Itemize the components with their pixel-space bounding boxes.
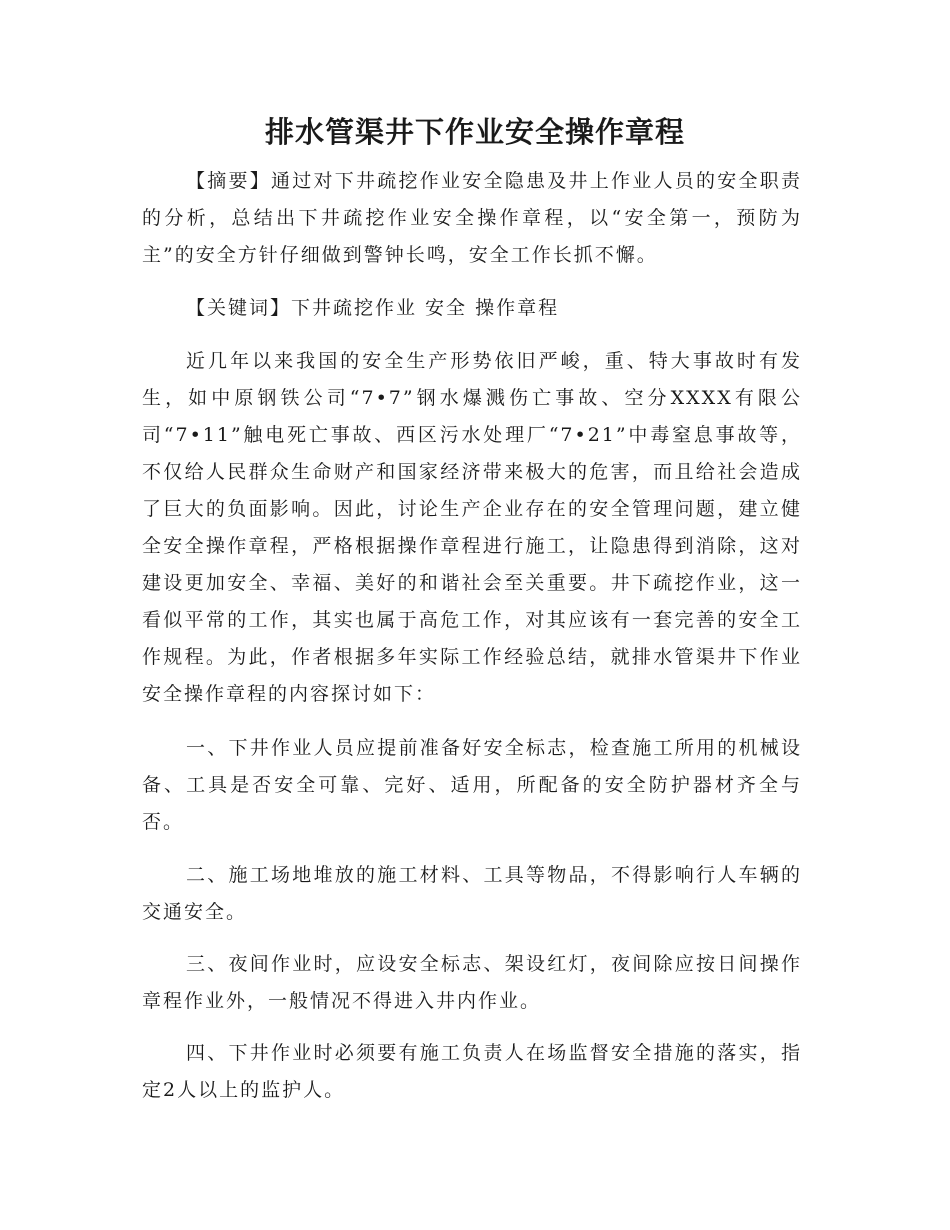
- keywords-paragraph: 【关键词】下井疏挖作业 安全 操作章程: [186, 297, 560, 319]
- document-title: 排水管渠井下作业安全操作章程: [264, 115, 685, 149]
- abstract-paragraph: 【摘要】通过对下井疏挖作业安全隐患及井上作业人员的安全职责的分析，总结出下井疏挖作业安全操作章程，以“安全第一，预防为主”的安全方针仔细做到警钟长鸣，安全工作长抓不懈。: [142, 170, 802, 266]
- intro-paragraph: 近几年以来我国的安全生产形势依旧严峻，重、特大事故时有发生，如中原钢铁公司“7•7”钢水爆溅伤亡事故、空分XXXX有限公司“7•11”触电死亡事故、西区污水处理厂“7•21”中毒窒息事故等，不仅给人民群众生命财产和国家经济带来极大的危害，而且给社会造成了巨大的负面影响。因此，讨论生产企业存在的安全管理问题，建立健全安全操作章程，严格根据操作章程进行施工，让隐患得到消除，这对建设更加安全、幸福、美好的和谐社会至关重要。井下疏挖作业，这一看似平常的工作，其实也属于高危工作，对其应该有一套完善的安全工作规程。为此，作者根据多年实际工作经验总结，就排水管渠井下作业安全操作章程的内容探讨如下：: [142, 350, 802, 705]
- item-3-paragraph: 三、夜间作业时，应设安全标志、架设红灯，夜间除应按日间操作章程作业外，一般情况不得进入井内作业。: [142, 953, 802, 1012]
- item-1-paragraph: 一、下井作业人员应提前准备好安全标志，检查施工所用的机械设备、工具是否安全可靠、完好、适用，所配备的安全防护器材齐全与否。: [142, 737, 802, 833]
- item-2-paragraph: 二、施工场地堆放的施工材料、工具等物品，不得影响行人车辆的交通安全。: [142, 864, 802, 923]
- item-4-paragraph: 四、下井作业时必须要有施工负责人在场监督安全措施的落实，指定2人以上的监护人。: [142, 1042, 802, 1101]
